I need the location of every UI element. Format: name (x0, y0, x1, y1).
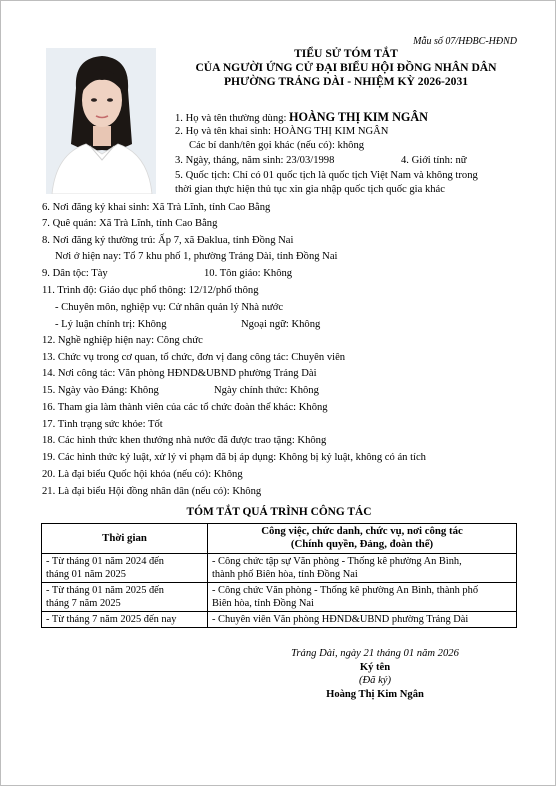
field-11c: - Lý luận chính trị: Không (55, 319, 167, 330)
field-8b: Nơi ở hiện nay: Tổ 7 khu phố 1, phường Trảng Dài, tỉnh Đồng Nai (55, 251, 338, 262)
field-1 (175, 110, 428, 126)
table-row (42, 582, 517, 611)
work-history-table (41, 523, 517, 628)
title-line-3: PHƯỜNG TRẢNG DÀI - NHIỆM KỲ 2026-2031 (223, 74, 469, 88)
field-21: 21. Là đại biểu Hội đồng nhân dân (nếu có): Không (42, 486, 262, 497)
title-line-2: CỦA NGƯỜI ỨNG CỬ ĐẠI BIỂU HỘI ĐỒNG NHÂN DÂN (195, 60, 497, 74)
field-8: 8. Nơi đăng ký thường trú: Ấp 7, xã Đaklua, tỉnh Đồng Nai (42, 235, 294, 246)
column-header-time: Thời gian (42, 524, 208, 554)
signer-name: Hoàng Thị Kim Ngân (326, 689, 424, 700)
field-12: 12. Nghề nghiệp hiện nay: Công chức (42, 335, 203, 346)
field-11: 11. Trình độ: Giáo dục phổ thông: 12/12/phổ thông (42, 285, 259, 296)
job-cell (208, 582, 517, 611)
field-18: 18. Các hình thức khen thưởng nhà nước đã được trao tặng: Không (42, 435, 327, 446)
field-15: 15. Ngày vào Đảng: Không (42, 385, 159, 396)
time-line-1: - Từ tháng 01 năm 2024 đến (46, 555, 164, 567)
job-line-1: - Chuyên viên Văn phòng HĐND&UBND phường Trảng Dài (212, 613, 469, 625)
field-13: 13. Chức vụ trong cơ quan, tổ chức, đơn vị đang công tác: Chuyên viên (42, 352, 346, 363)
field-1-value: HOÀNG THỊ KIM NGÂN (289, 110, 428, 124)
signed-note: (Đã ký) (358, 675, 392, 686)
table-row (42, 611, 517, 627)
sign-label: Ký tên (359, 662, 391, 673)
field-15b: Ngày chính thức: Không (214, 385, 319, 396)
column-header-job (208, 524, 517, 554)
field-5b: thời gian thực hiện thủ tục xin gia nhập quốc tịch quốc gia khác (175, 184, 445, 195)
field-9: 9. Dân tộc: Tày (42, 268, 108, 279)
time-cell (42, 582, 208, 611)
field-20: 20. Là đại biểu Quốc hội khóa (nếu có): Không (42, 469, 243, 480)
time-cell (42, 553, 208, 582)
form-number: Mẫu số 07/HĐBC-HĐND (413, 36, 517, 47)
time-cell (42, 611, 208, 627)
candidate-portrait-photo (46, 48, 156, 194)
field-2b: Các bí danh/tên gọi khác (nếu có): không (189, 140, 365, 151)
field-10: 10. Tôn giáo: Không (204, 268, 293, 279)
title-line-1: TIỂU SỬ TÓM TẮT (294, 47, 398, 60)
field-4: 4. Giới tính: nữ (401, 155, 467, 166)
table-row (42, 553, 517, 582)
field-19: 19. Các hình thức kỷ luật, xử lý vi phạm đã bị áp dụng: Không bị kỷ luật, không có án tích (42, 452, 426, 463)
time-line-1: - Từ tháng 7 năm 2025 đến nay (46, 613, 177, 625)
job-line-1: - Công chức Văn phòng - Thống kê phường An Bình, thành phố (212, 584, 479, 596)
field-16: 16. Tham gia làm thành viên của các tổ chức đoàn thể khác: Không (42, 402, 328, 413)
column-header-job-line-2: (Chính quyền, Đảng, đoàn thể) (290, 538, 434, 551)
job-cell (208, 553, 517, 582)
field-14: 14. Nơi công tác: Văn phòng HĐND&UBND phường Trảng Dài (42, 368, 317, 379)
job-line-1: - Công chức tập sự Văn phòng - Thống kê phường An Bình, (212, 555, 462, 567)
table-header-row (42, 524, 517, 554)
time-line-2: tháng 01 năm 2025 (46, 568, 126, 580)
field-5a: 5. Quốc tịch: Chỉ có 01 quốc tịch là quốc tịch Việt Nam và không trong (175, 170, 478, 181)
field-1-label: 1. Họ và tên thường dùng: (175, 113, 290, 124)
field-11b: - Chuyên môn, nghiệp vụ: Cử nhân quản lý Nhà nước (55, 302, 284, 313)
field-7: 7. Quê quán: Xã Trà Lĩnh, tỉnh Cao Bằng (42, 218, 218, 229)
job-line-2: thành phố Biên hòa, tỉnh Đồng Nai (212, 568, 358, 580)
column-header-job-line-1: Công việc, chức danh, chức vụ, nơi công tác (261, 525, 463, 537)
portrait-icon (46, 48, 156, 194)
field-3: 3. Ngày, tháng, năm sinh: 23/03/1998 (175, 155, 335, 166)
time-line-2: tháng 7 năm 2025 (46, 597, 121, 609)
time-line-1: - Từ tháng 01 năm 2025 đến (46, 584, 164, 596)
field-17: 17. Tình trạng sức khỏe: Tốt (42, 419, 163, 430)
work-history-title: TÓM TẮT QUÁ TRÌNH CÔNG TÁC (186, 506, 372, 518)
field-6: 6. Nơi đăng ký khai sinh: Xã Trà Lĩnh, tỉnh Cao Bằng (42, 202, 271, 213)
document-title (161, 47, 531, 89)
field-11d: Ngoại ngữ: Không (241, 319, 321, 330)
field-2: 2. Họ và tên khai sinh: HOÀNG THỊ KIM NGÂN (175, 126, 389, 137)
job-line-2: Biên hòa, tỉnh Đồng Nai (212, 597, 314, 609)
job-cell (208, 611, 517, 627)
place-date: Trảng Dài, ngày 21 tháng 01 năm 2026 (291, 648, 459, 659)
